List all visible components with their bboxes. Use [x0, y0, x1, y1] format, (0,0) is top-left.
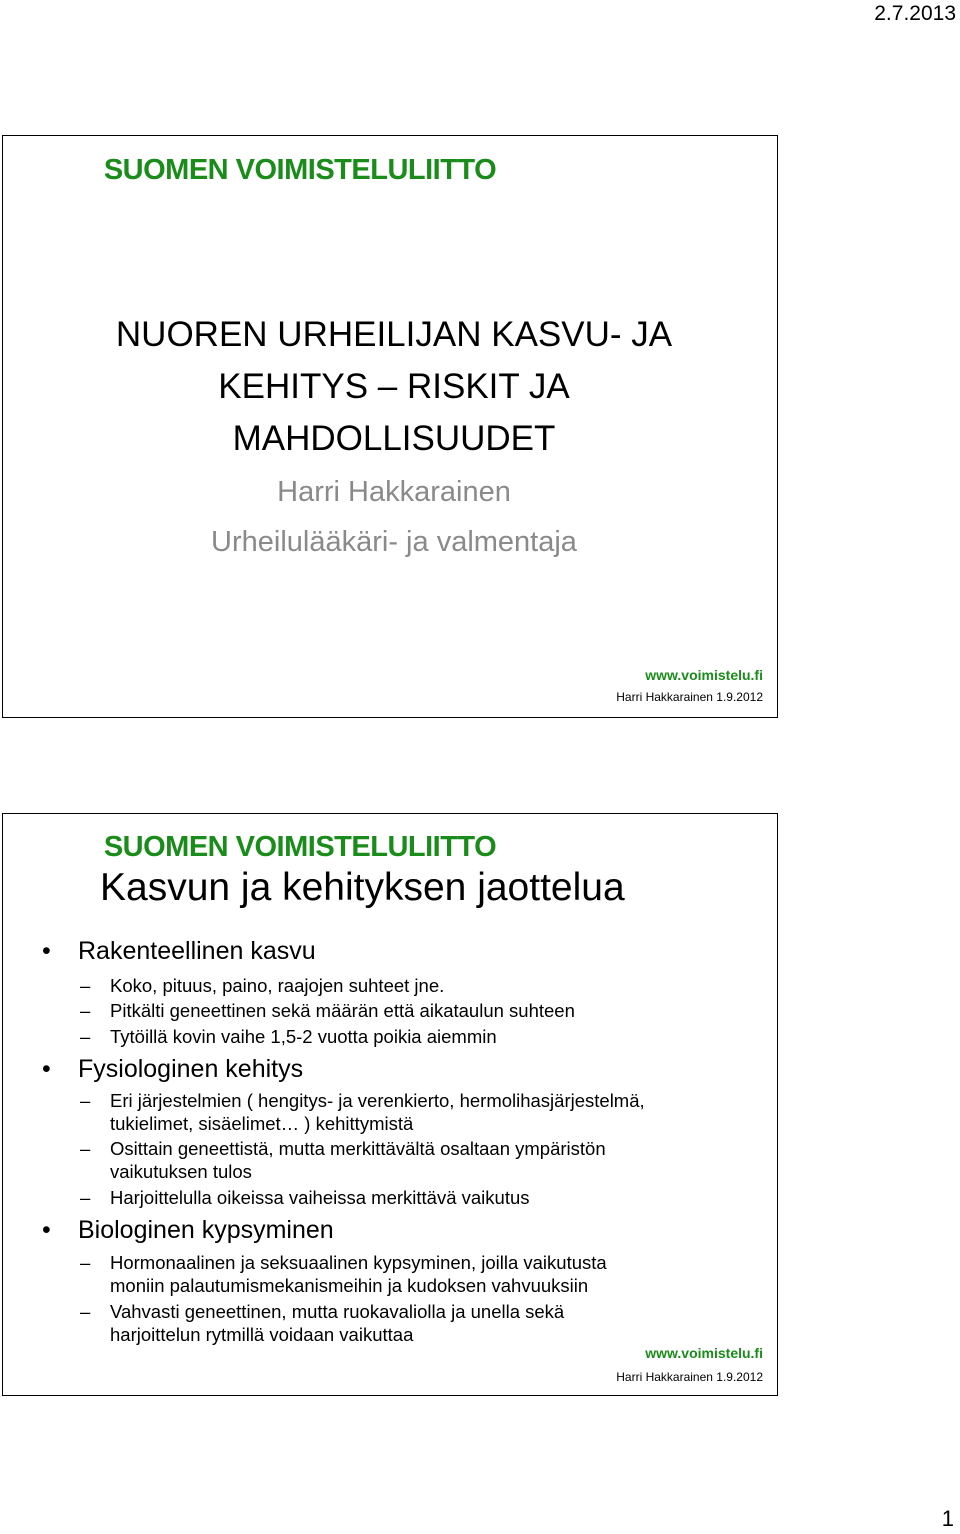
- slide-footer: Harri Hakkarainen 1.9.2012: [616, 1370, 763, 1384]
- sub-bullet-line: – Vahvasti geneettinen, mutta ruokavaliolla ja unella sekä: [110, 1301, 565, 1322]
- sub-bullet-line: harjoittelun rytmillä voidaan vaikuttaa: [110, 1324, 414, 1345]
- page-number: 1: [941, 1506, 954, 1531]
- slide-2: [2, 813, 778, 1396]
- bullet-item: • Rakenteellinen kasvu: [78, 937, 316, 966]
- presentation-title: [3, 309, 785, 465]
- sub-bullet-line: – Tytöillä kovin vaihe 1,5-2 vuotta poikia aiemmin: [110, 1026, 497, 1047]
- slide-footer: Harri Hakkarainen 1.9.2012: [616, 690, 763, 704]
- title-line: NUOREN URHEILIJAN KASVU- JA: [115, 315, 673, 354]
- author-name: Harri Hakkarainen: [277, 476, 511, 508]
- sub-bullet-item: [110, 974, 444, 997]
- sub-bullet-line: moniin palautumismekanismeihin ja kudoksen vahvuuksiin: [110, 1275, 589, 1296]
- sub-bullet-item: [110, 1089, 645, 1135]
- title-line: MAHDOLLISUUDET: [232, 419, 556, 458]
- bullet-item: • Biologinen kypsyminen: [78, 1216, 334, 1245]
- bullet-item: • Fysiologinen kehitys: [78, 1055, 303, 1084]
- sub-bullet-line: tukielimet, sisäelimet… ) kehittymistä: [110, 1113, 414, 1134]
- sub-bullet-item: [110, 1025, 497, 1048]
- sub-bullet-item: [110, 1251, 607, 1297]
- website-link[interactable]: www.voimistelu.fi: [645, 667, 763, 683]
- sub-bullet-line: – Pitkälti geneettinen sekä määrän että aikataulun suhteen: [110, 1000, 575, 1021]
- organization-name: SUOMEN VOIMISTELULIITTO: [103, 831, 497, 863]
- author-role: Urheilulääkäri- ja valmentaja: [211, 526, 577, 558]
- sub-bullet-item: [110, 999, 575, 1022]
- sub-bullet-line: – Hormonaalinen ja seksuaalinen kypsyminen, joilla vaikutusta: [110, 1252, 607, 1273]
- website-link[interactable]: www.voimistelu.fi: [645, 1345, 763, 1361]
- sub-bullet-item: [110, 1137, 606, 1183]
- sub-bullet-item: [110, 1186, 530, 1209]
- page-date: 2.7.2013: [874, 2, 956, 25]
- sub-bullet-line: – Koko, pituus, paino, raajojen suhteet jne.: [110, 975, 445, 996]
- organization-name: SUOMEN VOIMISTELULIITTO: [103, 154, 497, 186]
- sub-bullet-line: – Eri järjestelmien ( hengitys- ja verenkierto, hermolihasjärjestelmä,: [110, 1090, 645, 1111]
- sub-bullet-line: – Harjoittelulla oikeissa vaiheissa merkittävä vaikutus: [110, 1187, 530, 1208]
- title-line: KEHITYS – RISKIT JA: [218, 367, 570, 406]
- slide-1: [2, 135, 778, 718]
- sub-bullet-item: [110, 1300, 564, 1346]
- sub-bullet-line: vaikutuksen tulos: [110, 1161, 252, 1182]
- slide-title: Kasvun ja kehityksen jaottelua: [100, 866, 625, 909]
- sub-bullet-line: – Osittain geneettistä, mutta merkittävältä osaltaan ympäristön: [110, 1138, 606, 1159]
